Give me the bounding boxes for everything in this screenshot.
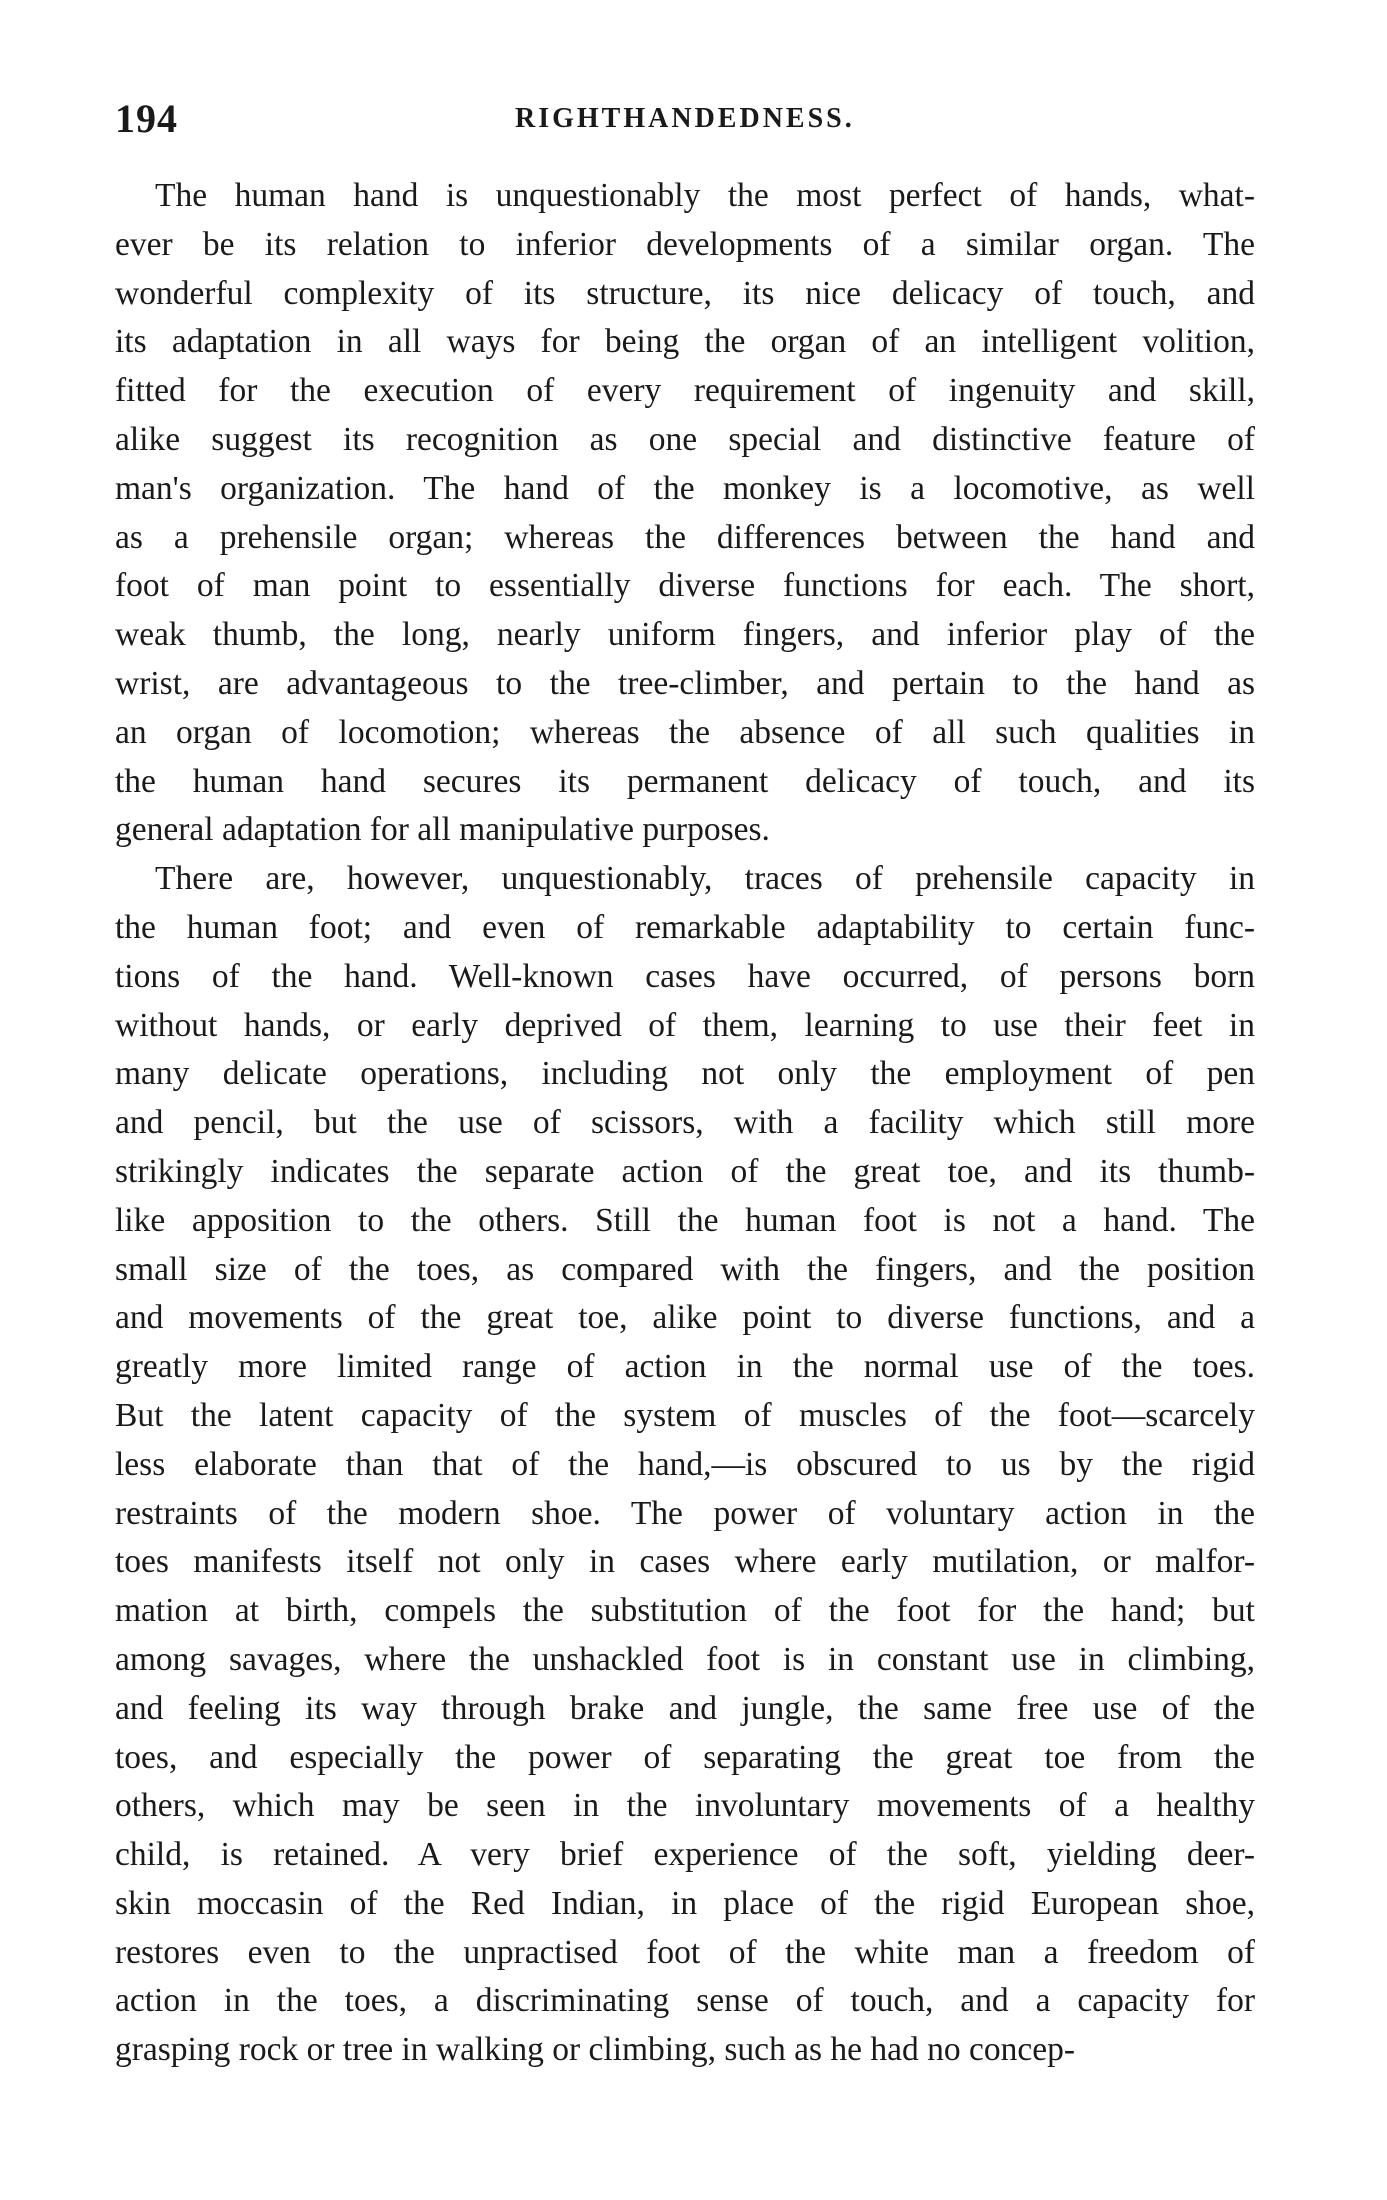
text-line: wonderful complexity of its structure, its nice delicacy of touch, and (115, 274, 1255, 312)
text-line: without hands, or early deprived of them, learning to use their feet in (115, 1006, 1255, 1044)
text-line: its adaptation in all ways for being the organ of an intelligent volition, (115, 323, 1255, 361)
text-line: the human foot; and even of remarkable adaptability to certain func- (115, 908, 1255, 946)
text-line: The human hand is unquestionably the most perfect of hands, what- (155, 177, 1255, 214)
text-line: wrist, are advantageous to the tree-climber, and pertain to the hand as (115, 664, 1255, 702)
text-line: and pencil, but the use of scissors, with a facility which still more (115, 1104, 1255, 1142)
text-line: mation at birth, compels the substitution of the foot for the hand; but (115, 1592, 1255, 1630)
text-line: foot of man point to essentially diverse functions for each. The short, (115, 567, 1255, 605)
text-line: action in the toes, a discriminating sense of touch, and a capacity for (115, 1982, 1255, 2020)
page-header (115, 95, 1255, 145)
text-line: many delicate operations, including not only the employment of pen (115, 1055, 1255, 1093)
text-line: less elaborate than that of the hand,—is obscured to us by the rigid (115, 1445, 1255, 1483)
text-line: restraints of the modern shoe. The power of voluntary action in the (115, 1494, 1255, 1532)
text-line: tions of the hand. Well-known cases have occurred, of persons born (115, 957, 1255, 995)
text-line: weak thumb, the long, nearly uniform fingers, and inferior play of the (115, 616, 1255, 654)
text-line: alike suggest its recognition as one special and distinctive feature of (115, 420, 1255, 458)
text-line: the human hand secures its permanent delicacy of touch, and its (115, 762, 1255, 800)
text-line: But the latent capacity of the system of muscles of the foot—scarcely (115, 1396, 1255, 1434)
text-line: and movements of the great toe, alike point to diverse functions, and a (115, 1299, 1255, 1337)
text-line: and feeling its way through brake and jungle, the same free use of the (115, 1689, 1255, 1727)
running-head: RIGHTHANDEDNESS. (515, 103, 855, 134)
text-line: toes manifests itself not only in cases where early mutilation, or malfor- (115, 1543, 1255, 1581)
text-line: grasping rock or tree in walking or climbing, such as he had no concep- (115, 2031, 1076, 2069)
text-line: man's organization. The hand of the monkey is a locomotive, as well (115, 469, 1255, 507)
text-line: an organ of locomotion; whereas the absence of all such qualities in (115, 713, 1255, 751)
text-line: as a prehensile organ; whereas the differences between the hand and (115, 518, 1255, 556)
paragraph (115, 855, 1255, 2075)
body-text (115, 172, 1255, 2075)
text-line: There are, however, unquestionably, traces of prehensile capacity in (155, 860, 1255, 898)
text-line: toes, and especially the power of separating the great toe from the (115, 1738, 1255, 1776)
text-line: strikingly indicates the separate action of the great toe, and its thumb- (115, 1152, 1255, 1190)
text-line: skin moccasin of the Red Indian, in place of the rigid European shoe, (115, 1884, 1255, 1922)
text-line: general adaptation for all manipulative purposes. (115, 811, 770, 849)
text-line: fitted for the execution of every requirement of ingenuity and skill, (115, 372, 1255, 410)
text-line: like apposition to the others. Still the human foot is not a hand. The (115, 1201, 1255, 1239)
page-number: 194 (115, 96, 178, 141)
text-line: others, which may be seen in the involuntary movements of a healthy (115, 1787, 1255, 1825)
text-line: child, is retained. A very brief experience of the soft, yielding deer- (115, 1836, 1255, 1874)
text-line: ever be its relation to inferior developments of a similar organ. The (115, 225, 1255, 263)
text-line: greatly more limited range of action in the normal use of the toes. (115, 1348, 1255, 1386)
text-line: small size of the toes, as compared with the fingers, and the position (115, 1250, 1255, 1288)
text-line: among savages, where the unshackled foot is in constant use in climbing, (115, 1640, 1255, 1678)
text-line: restores even to the unpractised foot of the white man a freedom of (115, 1933, 1255, 1971)
paragraph (115, 172, 1255, 855)
